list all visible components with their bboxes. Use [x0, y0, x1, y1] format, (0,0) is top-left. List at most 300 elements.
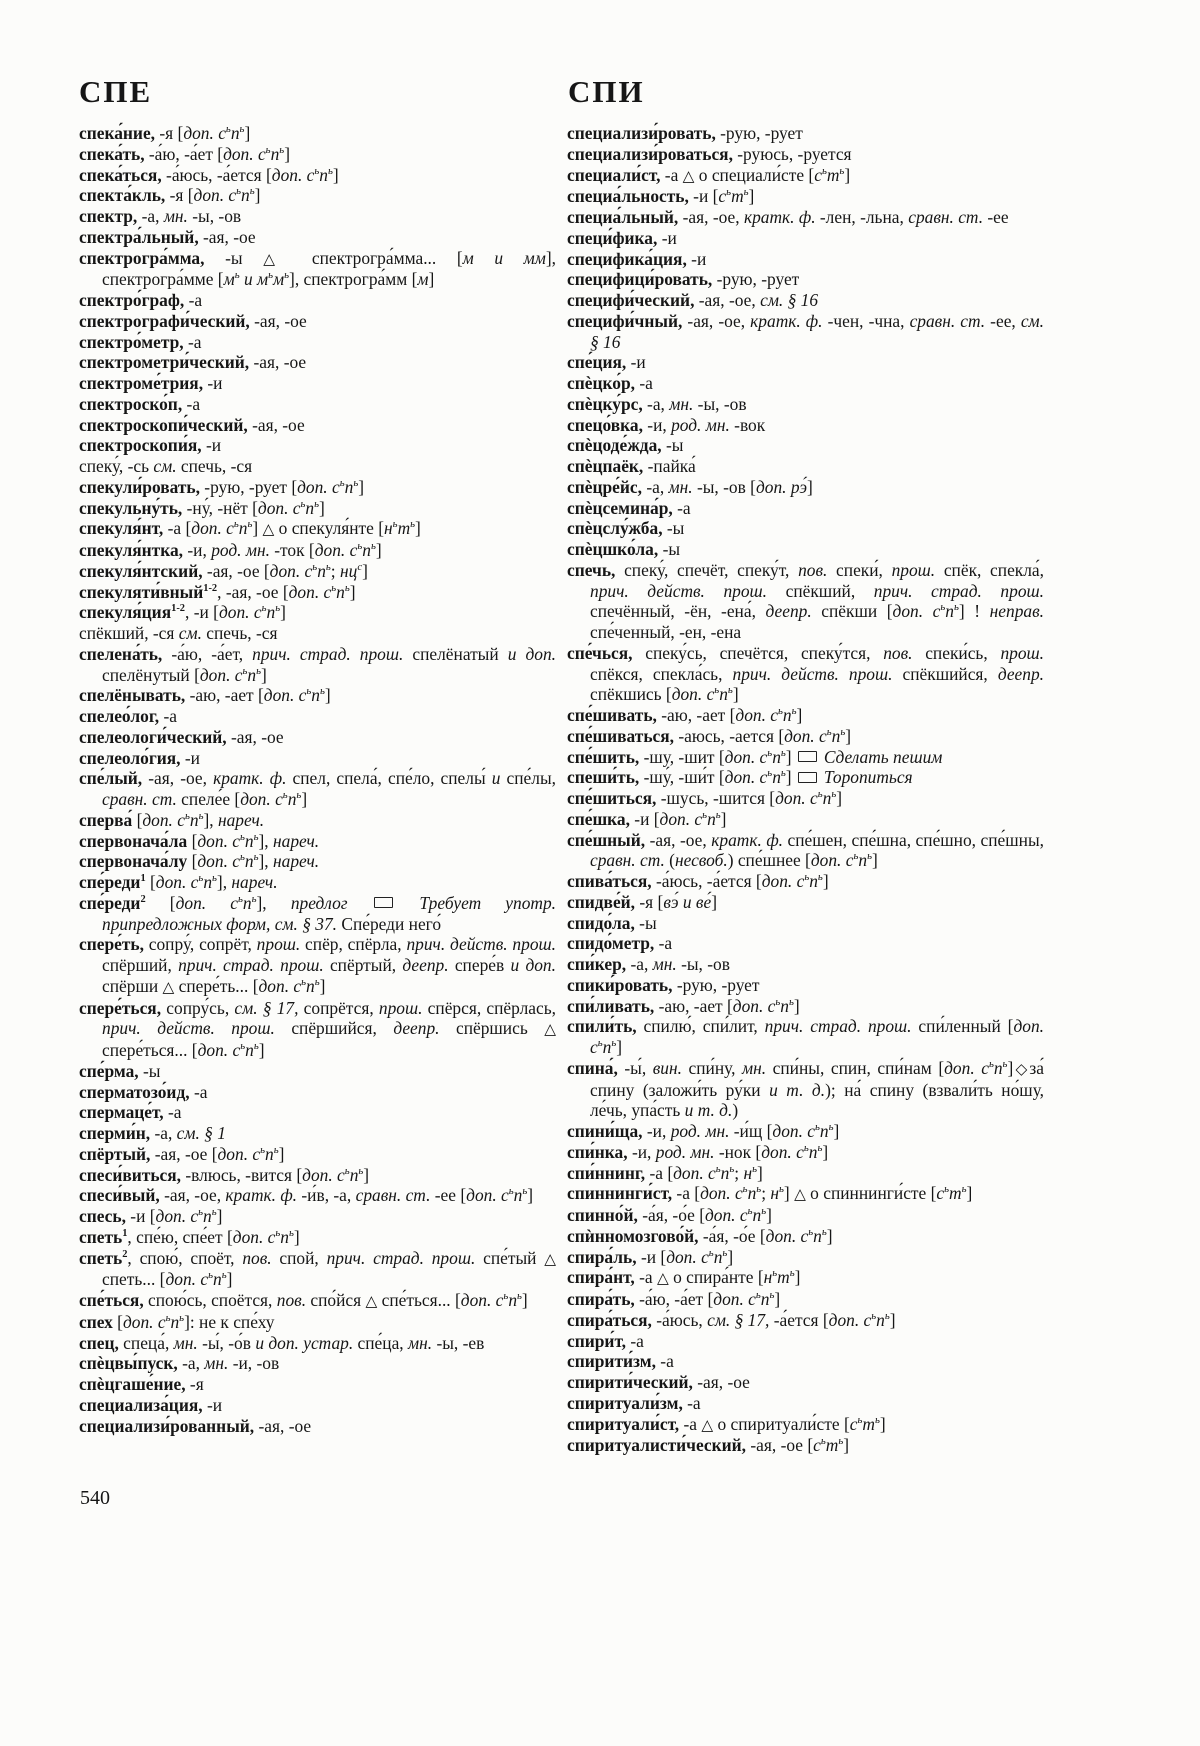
text-run: п [212, 1269, 222, 1290]
text-run: п [247, 664, 257, 685]
text-run: п [336, 581, 345, 602]
reference-symbol-icon: △ [162, 977, 175, 996]
text-run: п [819, 1121, 829, 1141]
text-run: п [244, 851, 254, 872]
headword: спелёнывать, [79, 685, 186, 706]
text-run: спёкшись [ [590, 684, 672, 705]
text-run: ] [785, 746, 796, 767]
text-run: ь [306, 685, 312, 698]
text-run: ь [314, 975, 320, 988]
text-run: п [772, 767, 781, 788]
text-run: -ее, [985, 310, 1021, 331]
dictionary-entry [79, 1416, 556, 1437]
text-run: -и, [642, 1121, 671, 1141]
headword: спѐцшко́ла, [567, 539, 659, 559]
text-run [395, 893, 419, 913]
text-run: -а [183, 331, 202, 352]
dictionary-entry [567, 1247, 1044, 1268]
dictionary-entry [79, 1144, 556, 1165]
text-run: , спою́, споёт, [127, 1247, 243, 1268]
text-run: ; [734, 1162, 744, 1183]
headword: спики́ровать, [567, 974, 673, 995]
text-run: доп. с [761, 1141, 804, 1162]
text-run: ь [815, 1121, 820, 1134]
text-run: пов. [242, 1247, 272, 1268]
text-run: доп. с [155, 1206, 199, 1226]
text-run: -аюсь, -ается [ [674, 725, 785, 746]
reference-symbol-icon: △ [263, 249, 292, 268]
text-run: доп. с [784, 725, 827, 746]
text-run: ь [867, 850, 872, 863]
text-run: спечь, -ся [201, 623, 278, 643]
dictionary-entry [567, 144, 1044, 165]
headword: спектроскопи́я, [79, 435, 202, 456]
text-run: ь [1002, 1057, 1008, 1070]
text-run: прош. [378, 997, 423, 1018]
text-run: п [245, 1040, 254, 1060]
dictionary-entry [79, 1290, 556, 1312]
dictionary-entry [79, 561, 556, 582]
headword: спини́ща, [567, 1121, 643, 1141]
headword: спира́ть, [567, 1289, 635, 1309]
text-run: -а [626, 1330, 644, 1351]
text-run: см. [178, 623, 202, 643]
text-run: см. § 16 [760, 290, 819, 310]
headword: спе́шиться, [567, 788, 657, 808]
text-run: прич. действ. прош. [102, 1018, 275, 1039]
text-run: вин. [652, 1057, 682, 1078]
text-run: спе́тый [475, 1247, 545, 1268]
text-run: спеки́сь, [912, 642, 1001, 663]
text-run: -и́щ [ [729, 1121, 773, 1141]
headword: спеси́вый, [79, 1185, 160, 1206]
text-run: ь [808, 1225, 814, 1238]
dictionary-entry [567, 1393, 1044, 1414]
headword: спира́ль, [567, 1246, 637, 1267]
dictionary-entry [79, 165, 556, 186]
headword: спех [79, 1311, 113, 1332]
text-run: ] [319, 975, 326, 996]
text-run: ь [726, 186, 732, 199]
text-run: ь [821, 1225, 827, 1238]
text-run: ] [822, 1141, 829, 1162]
text-run: -и [686, 248, 707, 269]
text-run: -а [654, 933, 673, 954]
text-run: 2 [122, 1248, 128, 1260]
text-run: ь [370, 540, 376, 553]
text-run: -и [626, 352, 646, 373]
text-run: спи́ны, спин, спи́нам [ [766, 1057, 945, 1078]
text-run: -а [189, 1081, 208, 1102]
dictionary-entry [79, 1333, 556, 1354]
text-run: , -ая, -ое [ [217, 581, 289, 602]
dictionary-entry [567, 788, 1044, 809]
text-run: п [203, 872, 213, 892]
text-run: ь [838, 1435, 844, 1448]
text-run: нареч. [217, 809, 265, 830]
text-run: ь [715, 808, 721, 821]
text-run: спечённый, -ён, -ена́, [590, 601, 766, 622]
headword: спива́ться, [567, 871, 652, 891]
text-run: -ы́, [617, 1057, 653, 1078]
text-run: ь [789, 1267, 795, 1280]
text-run: -ая, -ое [ [746, 1435, 814, 1456]
text-run: кратк. ф. [213, 768, 287, 789]
text-run: доп. с [191, 518, 234, 539]
text-run: т [825, 1435, 839, 1456]
text-run: ] [889, 1309, 896, 1330]
headword: специфи́ческий, [567, 290, 695, 310]
dictionary-entry [79, 1312, 556, 1333]
text-run: ; [761, 1183, 771, 1204]
headword: спервонача́ла [79, 830, 188, 851]
headword: спектрометри́ческий, [79, 352, 250, 373]
text-run: м и мм [462, 247, 546, 268]
text-run: ь [826, 725, 832, 738]
text-run: сравн. ст. [590, 850, 665, 871]
text-run: ); на́ спину (взвали́ть но́шу, ле́чь, упа́сть [590, 1079, 1044, 1121]
headword: специализа́ция, [79, 1394, 203, 1415]
text-run: -а [660, 164, 683, 185]
meaning-separator-icon [798, 772, 817, 783]
dictionary-entry [79, 352, 556, 373]
text-run: ] [783, 1183, 795, 1204]
text-run: ] [732, 684, 739, 705]
text-run: ] [807, 476, 813, 497]
text-run: ь [253, 1040, 259, 1053]
dictionary-entry [79, 934, 556, 997]
text-run: п [707, 808, 716, 829]
dictionary-entry [79, 1248, 556, 1291]
text-run: ] [226, 1269, 233, 1290]
dictionary-entry [79, 1227, 556, 1248]
dictionary-entry [567, 1267, 1044, 1289]
text-run: ], [216, 872, 232, 892]
dictionary-entry [567, 747, 1044, 768]
text-run: доп. с [671, 684, 715, 705]
text-run: -рую, -рует [672, 974, 760, 995]
text-run: прич. страд. прош. [178, 955, 324, 975]
text-run: ] [252, 518, 263, 539]
text-run: мн. [669, 393, 694, 414]
text-run: ь [803, 1141, 809, 1154]
text-run: доп. с [775, 788, 818, 808]
text-run: ] [521, 1290, 528, 1310]
headword: спектроскопи́ческий, [79, 414, 248, 435]
text-run: п [317, 560, 326, 581]
text-run: спилю́, спи́лит, [636, 1016, 765, 1037]
text-run: -и [ [636, 1246, 667, 1267]
text-run: спеть... [ [102, 1269, 166, 1290]
text-run: ь [212, 872, 217, 885]
dictionary-entry [567, 228, 1044, 249]
text-run: -ая, -ое [254, 1415, 312, 1436]
dictionary-entry [567, 1163, 1044, 1184]
text-run: доп. с [183, 123, 226, 143]
dictionary-entry [79, 394, 556, 415]
text-run: доп. с [590, 1016, 1044, 1057]
text-run: п [319, 164, 328, 185]
text-run: ] [836, 788, 843, 808]
text-run: кратк. ф. [225, 1185, 298, 1206]
headword: спекта́кль, [79, 185, 166, 206]
text-run: -ы́, -о́в [197, 1332, 256, 1353]
text-run: ь [840, 725, 846, 738]
text-run: ] [843, 1435, 850, 1456]
text-run: ь [780, 746, 786, 759]
text-run: см. § 17, [707, 1309, 770, 1330]
text-run: ] [879, 1413, 886, 1434]
text-run: м [273, 269, 285, 290]
headword: спе́лый, [79, 768, 143, 789]
text-run: ], [258, 851, 273, 872]
text-run: п [719, 684, 728, 705]
text-run: ь [239, 123, 245, 136]
text-run: доп. с [666, 1246, 709, 1267]
text-run: ] [845, 725, 852, 746]
dictionary-column-left [79, 123, 556, 1436]
text-run: пов. [798, 559, 828, 580]
text-run: ь [857, 1413, 863, 1426]
reference-symbol-icon: △ [682, 166, 695, 185]
dictionary-entry [79, 851, 556, 872]
headword: специализи́роваться, [567, 143, 733, 164]
headword: спе́шить, [567, 746, 640, 767]
text-run: ь [331, 581, 337, 594]
text-run: спёкшийся, [892, 663, 998, 684]
text-run: доп. с [217, 1143, 261, 1164]
text-run: сравн. ст. [909, 310, 986, 331]
text-run: ь [817, 1141, 823, 1154]
dictionary-entry [567, 456, 1044, 477]
headword: спи́ннинг, [567, 1162, 646, 1183]
headword: спермаце́т, [79, 1102, 164, 1123]
text-run: доп. с [288, 581, 332, 602]
text-run: о спиритуали́сте [ [713, 1413, 850, 1434]
text-run: ь [247, 518, 253, 531]
text-run: см. § 1 [176, 1123, 226, 1143]
dictionary-entry [567, 954, 1044, 975]
text-run: -ы, -ев [432, 1332, 485, 1353]
text-run: -аю, -ает [ [654, 995, 733, 1016]
headword: спец, [79, 1332, 119, 1353]
text-run: спи́ну, [681, 1057, 743, 1078]
headword: специфи́чный, [567, 310, 683, 331]
text-run: п [780, 995, 789, 1016]
dictionary-entry [79, 1353, 556, 1374]
text-run: ь [722, 1246, 728, 1259]
text-run: -а [159, 706, 177, 726]
text-run: доп. с [772, 1121, 816, 1141]
headword: спеси́виться, [79, 1164, 182, 1185]
text-run: ] [966, 1183, 973, 1204]
dictionary-entry [567, 1414, 1044, 1436]
text-run: ], спектрогра́мм [ [289, 269, 418, 290]
dictionary-entry [567, 767, 1044, 788]
text-run: спой, [271, 1247, 327, 1268]
text-run: -шу́, -ши́т [ [639, 767, 725, 788]
text-run: ь [392, 518, 398, 531]
text-run: пов. [276, 1290, 307, 1310]
text-run: -а [ [672, 1183, 701, 1204]
headword: спецо́вка, [567, 414, 643, 435]
headword: спе́рма, [79, 1060, 139, 1081]
text-run: -ее [ [430, 1185, 467, 1206]
text-run: доп. с [314, 540, 358, 560]
headword: спека́ться, [79, 164, 162, 185]
text-run: -влюсь, -вится [ [181, 1164, 303, 1185]
text-run: ь [828, 1121, 834, 1134]
text-run: ь [821, 164, 827, 177]
text-run: деепр. [765, 601, 812, 622]
text-run: м [417, 269, 429, 290]
headword: спектроско́п, [79, 393, 183, 414]
text-run: род. мн. [671, 414, 730, 435]
headword: спѐцгаше́ние, [79, 1374, 186, 1394]
dictionary-entry [567, 705, 1044, 726]
text-run: п [306, 975, 315, 996]
dictionary-entry [79, 602, 556, 623]
text-run: п [782, 705, 792, 725]
headword: спечь, [567, 559, 616, 580]
text-run: пов. [883, 642, 913, 663]
text-run: спектрогра́мма... [ [291, 247, 463, 268]
text-run: [ [145, 892, 176, 913]
page-number: 540 [80, 1487, 110, 1509]
text-run: -ая, -ое, [678, 207, 744, 227]
headword: специ́фика, [567, 227, 658, 248]
text-run: доп. с [271, 164, 315, 185]
text-run: ) спе́шнее [ [727, 850, 811, 871]
text-run: мн. [173, 1332, 198, 1353]
text-run: ь [961, 1183, 967, 1196]
dictionary-entry [79, 582, 556, 603]
text-run: доп. с [175, 892, 238, 913]
headword: спеть [79, 1247, 123, 1268]
text-run: н [384, 518, 393, 539]
headword: спи́нка, [567, 1141, 628, 1162]
text-run: -ы [658, 539, 681, 559]
text-run: [ [112, 1311, 123, 1332]
text-run: прич. действ. прош. [732, 663, 893, 684]
headword: специа́льность, [567, 186, 689, 207]
text-run: ь [184, 809, 190, 822]
text-run: -а́ю, -а́ет [ [144, 143, 224, 164]
dictionary-entry [567, 435, 1044, 456]
text-run: ь [742, 1183, 748, 1196]
text-run: спе́ца, [353, 1332, 409, 1353]
text-run: сравн. ст. [355, 1185, 431, 1206]
text-run: -а [184, 290, 203, 310]
text-run: доп. с [197, 830, 240, 851]
text-run: ] ! [958, 601, 990, 622]
text-run: п [508, 1290, 518, 1310]
text-run: Торопиться [823, 767, 913, 788]
text-run: спёрся, спёрлась, [422, 997, 557, 1018]
text-run: -а [163, 1102, 182, 1123]
text-run: ь [775, 995, 781, 1008]
text-run: -а, [177, 1353, 205, 1374]
text-run: ь [853, 850, 859, 863]
text-run: -и, [183, 540, 212, 560]
text-run: доп. с [142, 809, 185, 830]
text-run: т [731, 186, 744, 207]
text-run: ( [664, 850, 675, 871]
text-run: ], [256, 892, 291, 913]
text-run: ] [358, 476, 365, 497]
text-run: п [344, 476, 354, 497]
text-run: 1 [140, 873, 146, 885]
headword: спе́шиваться, [567, 725, 675, 746]
text-run: ] [774, 1289, 781, 1309]
text-run: вэ́ и ве́ [663, 891, 712, 912]
text-run: п [287, 789, 297, 809]
text-run: ь [240, 1040, 246, 1053]
headword: спѐцсемина́р, [567, 497, 673, 518]
text-run: мн. [204, 1353, 229, 1374]
text-run: [ [187, 830, 198, 851]
text-run: род. мн. [211, 540, 270, 560]
dictionary-entry [79, 456, 556, 477]
headword: спидве́й, [567, 891, 636, 912]
text-run: -а [634, 1267, 657, 1288]
dictionary-entry [567, 1310, 1044, 1331]
text-run: 1 [122, 1227, 128, 1239]
dictionary-entry [79, 831, 556, 852]
text-run: см. [153, 456, 177, 476]
text-run: ь [884, 1309, 890, 1322]
text-run: ь [221, 1269, 227, 1282]
headword: сперматозо́ид, [79, 1081, 190, 1102]
dictionary-entry [567, 933, 1044, 954]
text-run: ь [236, 185, 242, 198]
text-run: п [809, 871, 818, 891]
dictionary-entry [567, 498, 1044, 519]
text-run: п [831, 725, 841, 746]
text-run: -ы [661, 435, 684, 456]
text-run: ] [261, 664, 267, 685]
text-run: ь [358, 1164, 364, 1177]
text-run: спе́ченный, -ен, -ена [590, 622, 742, 642]
reference-symbol-icon: △ [544, 1249, 556, 1268]
text-run: доп. с [765, 1225, 809, 1246]
text-run: ь [779, 1183, 784, 1196]
text-run: ь [831, 788, 837, 801]
text-run: -и, [642, 414, 672, 435]
text-run: п [241, 185, 250, 206]
text-run: ь [268, 269, 274, 282]
meaning-separator-icon [798, 751, 817, 762]
text-run: п [513, 1185, 523, 1206]
text-run: ] [720, 808, 727, 829]
text-run: ь [314, 164, 320, 177]
headword: спирити́ческий, [567, 1372, 693, 1392]
text-run: п [170, 1311, 180, 1332]
text-run: прич. страд. прош. [252, 643, 404, 664]
text-run: ь [233, 518, 239, 531]
text-run: ь [225, 123, 231, 136]
text-run: -ая, -ое [247, 414, 305, 435]
text-run: о специали́сте [ [694, 164, 815, 185]
text-run: -а, [642, 393, 670, 414]
dictionary-entry [79, 1395, 556, 1416]
text-run: -ая, -ое, [645, 829, 712, 850]
text-run: ] [258, 1040, 265, 1060]
text-run: спёкший, [767, 580, 874, 601]
text-run: ) [732, 1100, 739, 1121]
text-run: -ну́, -нёт [ [182, 497, 258, 518]
text-run: ь [208, 1269, 213, 1282]
